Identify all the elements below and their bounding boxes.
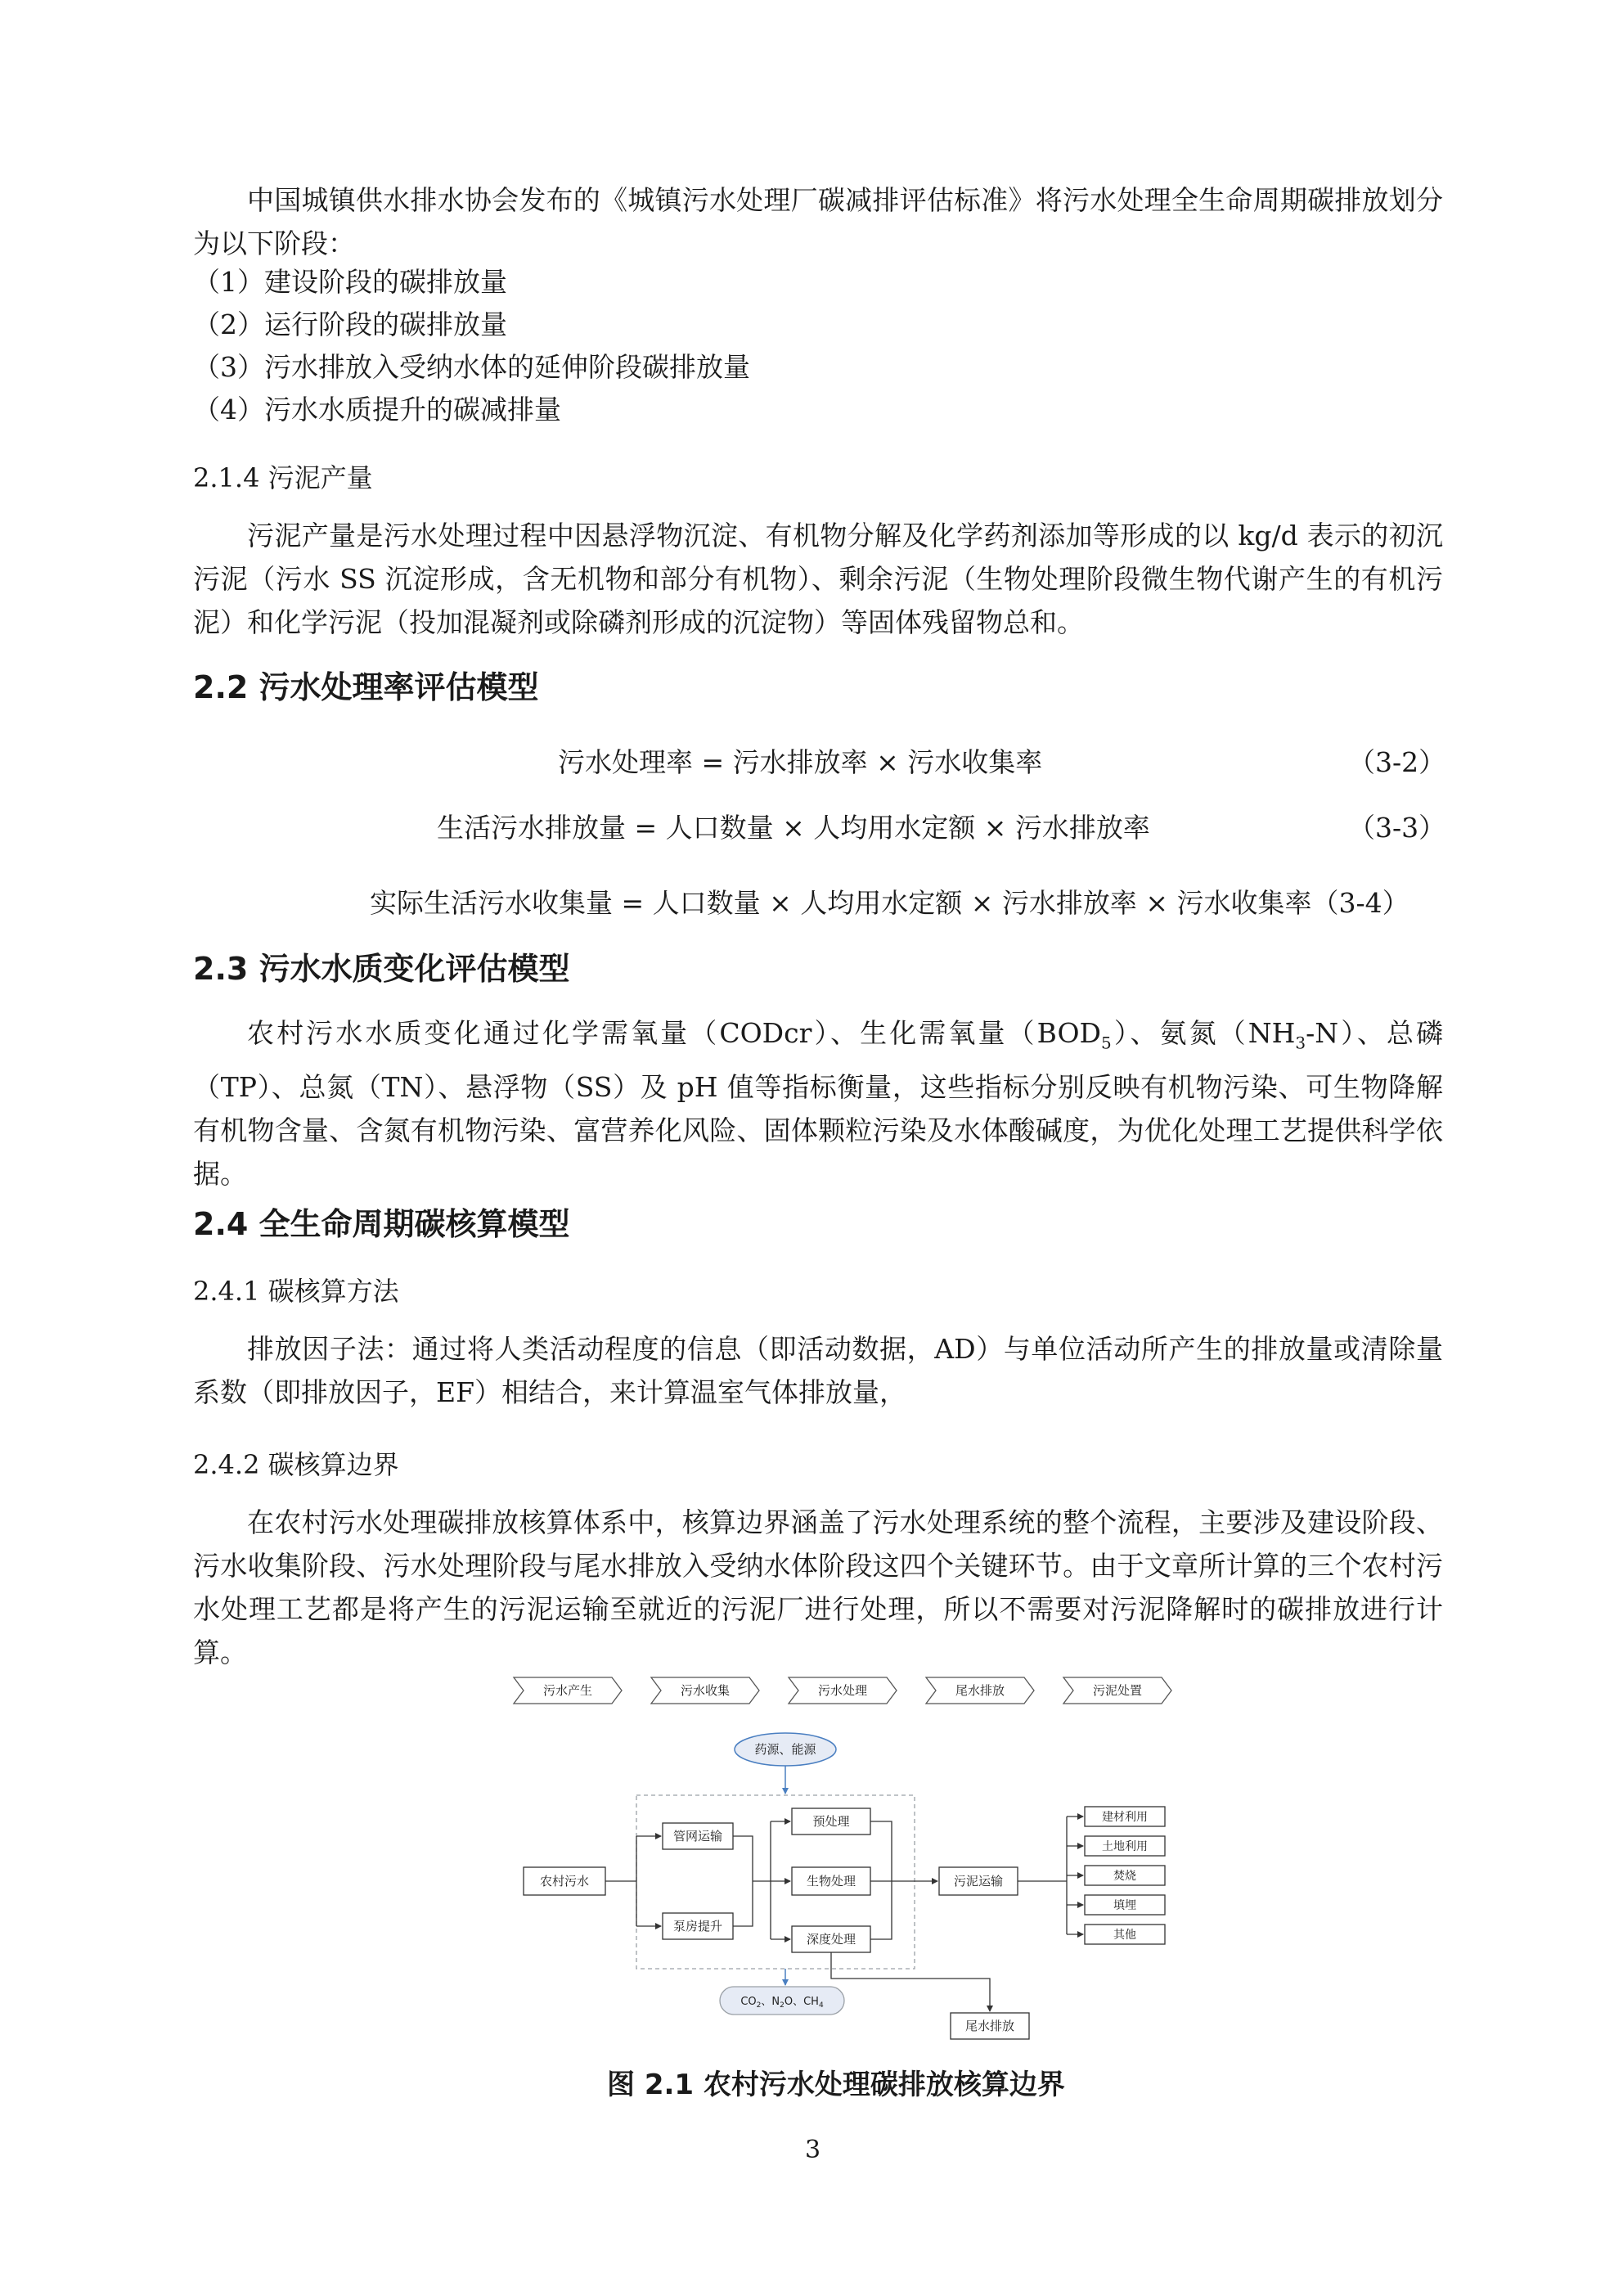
equation-3-4: 实际生活污水收集量 = 人口数量 × 人均用水定额 × 污水排放率 × 污水收集率（3-4） bbox=[370, 887, 1409, 919]
equation-number: （3-3） bbox=[1348, 812, 1446, 844]
input-label: 农村污水 bbox=[539, 1874, 590, 1889]
intro-paragraph: 中国城镇供水排水协会发布的《城镇污水处理厂碳减排评估标准》将污水处理全生命周期碳排放划分为以下阶段： bbox=[193, 184, 1443, 259]
disposal-label: 焚烧 bbox=[1113, 1870, 1136, 1883]
treat-label: 深度处理 bbox=[806, 1932, 856, 1947]
connector-arrow bbox=[831, 1952, 990, 2011]
subsection-title-2-1-4: 2.1.4 污泥产量 bbox=[193, 462, 373, 493]
boundary-paragraph: 在农村污水处理碳排放核算体系中，核算边界涵盖了污水处理系统的整个流程，主要涉及建设阶段、污水收集阶段、污水处理阶段与尾水排放入受纳水体阶段这四个关键环节。由于文章所计算的三个农村污水处理工艺都是将产生的污泥运输至就近的污泥厂进行处理，所以不需要对污泥降解时的碳排放进行计算。 bbox=[193, 1506, 1443, 1668]
disposal-label: 其他 bbox=[1113, 1929, 1136, 1942]
equation-number: （3-2） bbox=[1348, 746, 1446, 778]
water-quality-paragraph: 农村污水水质变化通过化学需氧量（CODcr）、生化需氧量$(BOD_5)$、氨氮$(NH_3-N)$、总磷（TP）、总氮（TN）、悬浮物（SS）及 pH 值等指标衡量，这些指标分别反映有机物污染、可生物降解有机物含量、含氮有机物污染、富营养化风险、固体颗粒污染及水体酸碱度，为优化处理工艺提供科学依据。 bbox=[193, 1017, 1444, 1190]
disposal-label: 土地利用 bbox=[1102, 1840, 1148, 1853]
page-number: 3 bbox=[805, 2136, 821, 2164]
stage-label: 污水收集 bbox=[680, 1683, 731, 1698]
equation-3-2: 污水处理率 = 污水排放率 × 污水收集率 bbox=[558, 746, 1043, 778]
list-item: （3）污水排放入受纳水体的延伸阶段碳排放量 bbox=[193, 351, 750, 383]
emission-label: $CO_2$、$N_2O$、$CH_4$ bbox=[740, 1996, 824, 2010]
section-title-2-4: 2.4 全生命周期碳核算模型 bbox=[193, 1206, 570, 1242]
sludge-label: 污泥运输 bbox=[953, 1874, 1004, 1889]
disposal-label: 建材利用 bbox=[1102, 1811, 1148, 1824]
subsection-title-2-4-2: 2.4.2 碳核算边界 bbox=[193, 1449, 399, 1480]
connector-line bbox=[733, 1836, 753, 1926]
sludge-paragraph: 污泥产量是污水处理过程中因悬浮物沉淀、有机物分解及化学药剂添加等形成的以 kg/d 表示的初沉污泥（污水 SS 沉淀形成，含无机物和部分有机物）、剩余污泥（生物处理阶段微生物代谢产生的有机污泥）和化学污泥（投加混凝剂或除磷剂形成的沉淀物）等固体残留物总和。 bbox=[193, 520, 1443, 638]
effluent-label: 尾水排放 bbox=[964, 2019, 1015, 2033]
disposal-label: 填埋 bbox=[1113, 1899, 1136, 1912]
equation-3-3: 生活污水排放量 = 人口数量 × 人均用水定额 × 污水排放率 bbox=[437, 812, 1150, 844]
collect-label: 泵房提升 bbox=[672, 1919, 723, 1934]
treat-label: 生物处理 bbox=[806, 1874, 856, 1889]
collect-label: 管网运输 bbox=[672, 1829, 723, 1844]
stage-label: 污泥处置 bbox=[1092, 1683, 1143, 1698]
carbon-boundary-diagram bbox=[507, 1674, 1194, 2055]
emission-factor-paragraph: 排放因子法：通过将人类活动程度的信息（即活动数据，AD）与单位活动所产生的排放量或清除量系数（即排放因子，EF）相结合，来计算温室气体排放量， bbox=[193, 1333, 1443, 1408]
list-item: （1）建设阶段的碳排放量 bbox=[193, 266, 507, 298]
source-label: 药源、能源 bbox=[754, 1742, 816, 1757]
subsection-title-2-4-1: 2.4.1 碳核算方法 bbox=[193, 1276, 399, 1307]
emission-ellipse bbox=[720, 1987, 844, 2015]
list-item: （4）污水水质提升的碳减排量 bbox=[193, 394, 561, 425]
stage-label: 污水产生 bbox=[542, 1683, 593, 1698]
stage-label: 污水处理 bbox=[817, 1683, 868, 1698]
connector-line bbox=[870, 1821, 892, 1939]
section-title-2-2: 2.2 污水处理率评估模型 bbox=[193, 669, 539, 705]
stage-label: 尾水排放 bbox=[955, 1683, 1005, 1698]
treat-label: 预处理 bbox=[812, 1814, 850, 1829]
list-item: （2）运行阶段的碳排放量 bbox=[193, 308, 507, 340]
figure-caption: 图 2.1 农村污水处理碳排放核算边界 bbox=[607, 2069, 1065, 2101]
section-title-2-3: 2.3 污水水质变化评估模型 bbox=[193, 951, 570, 987]
